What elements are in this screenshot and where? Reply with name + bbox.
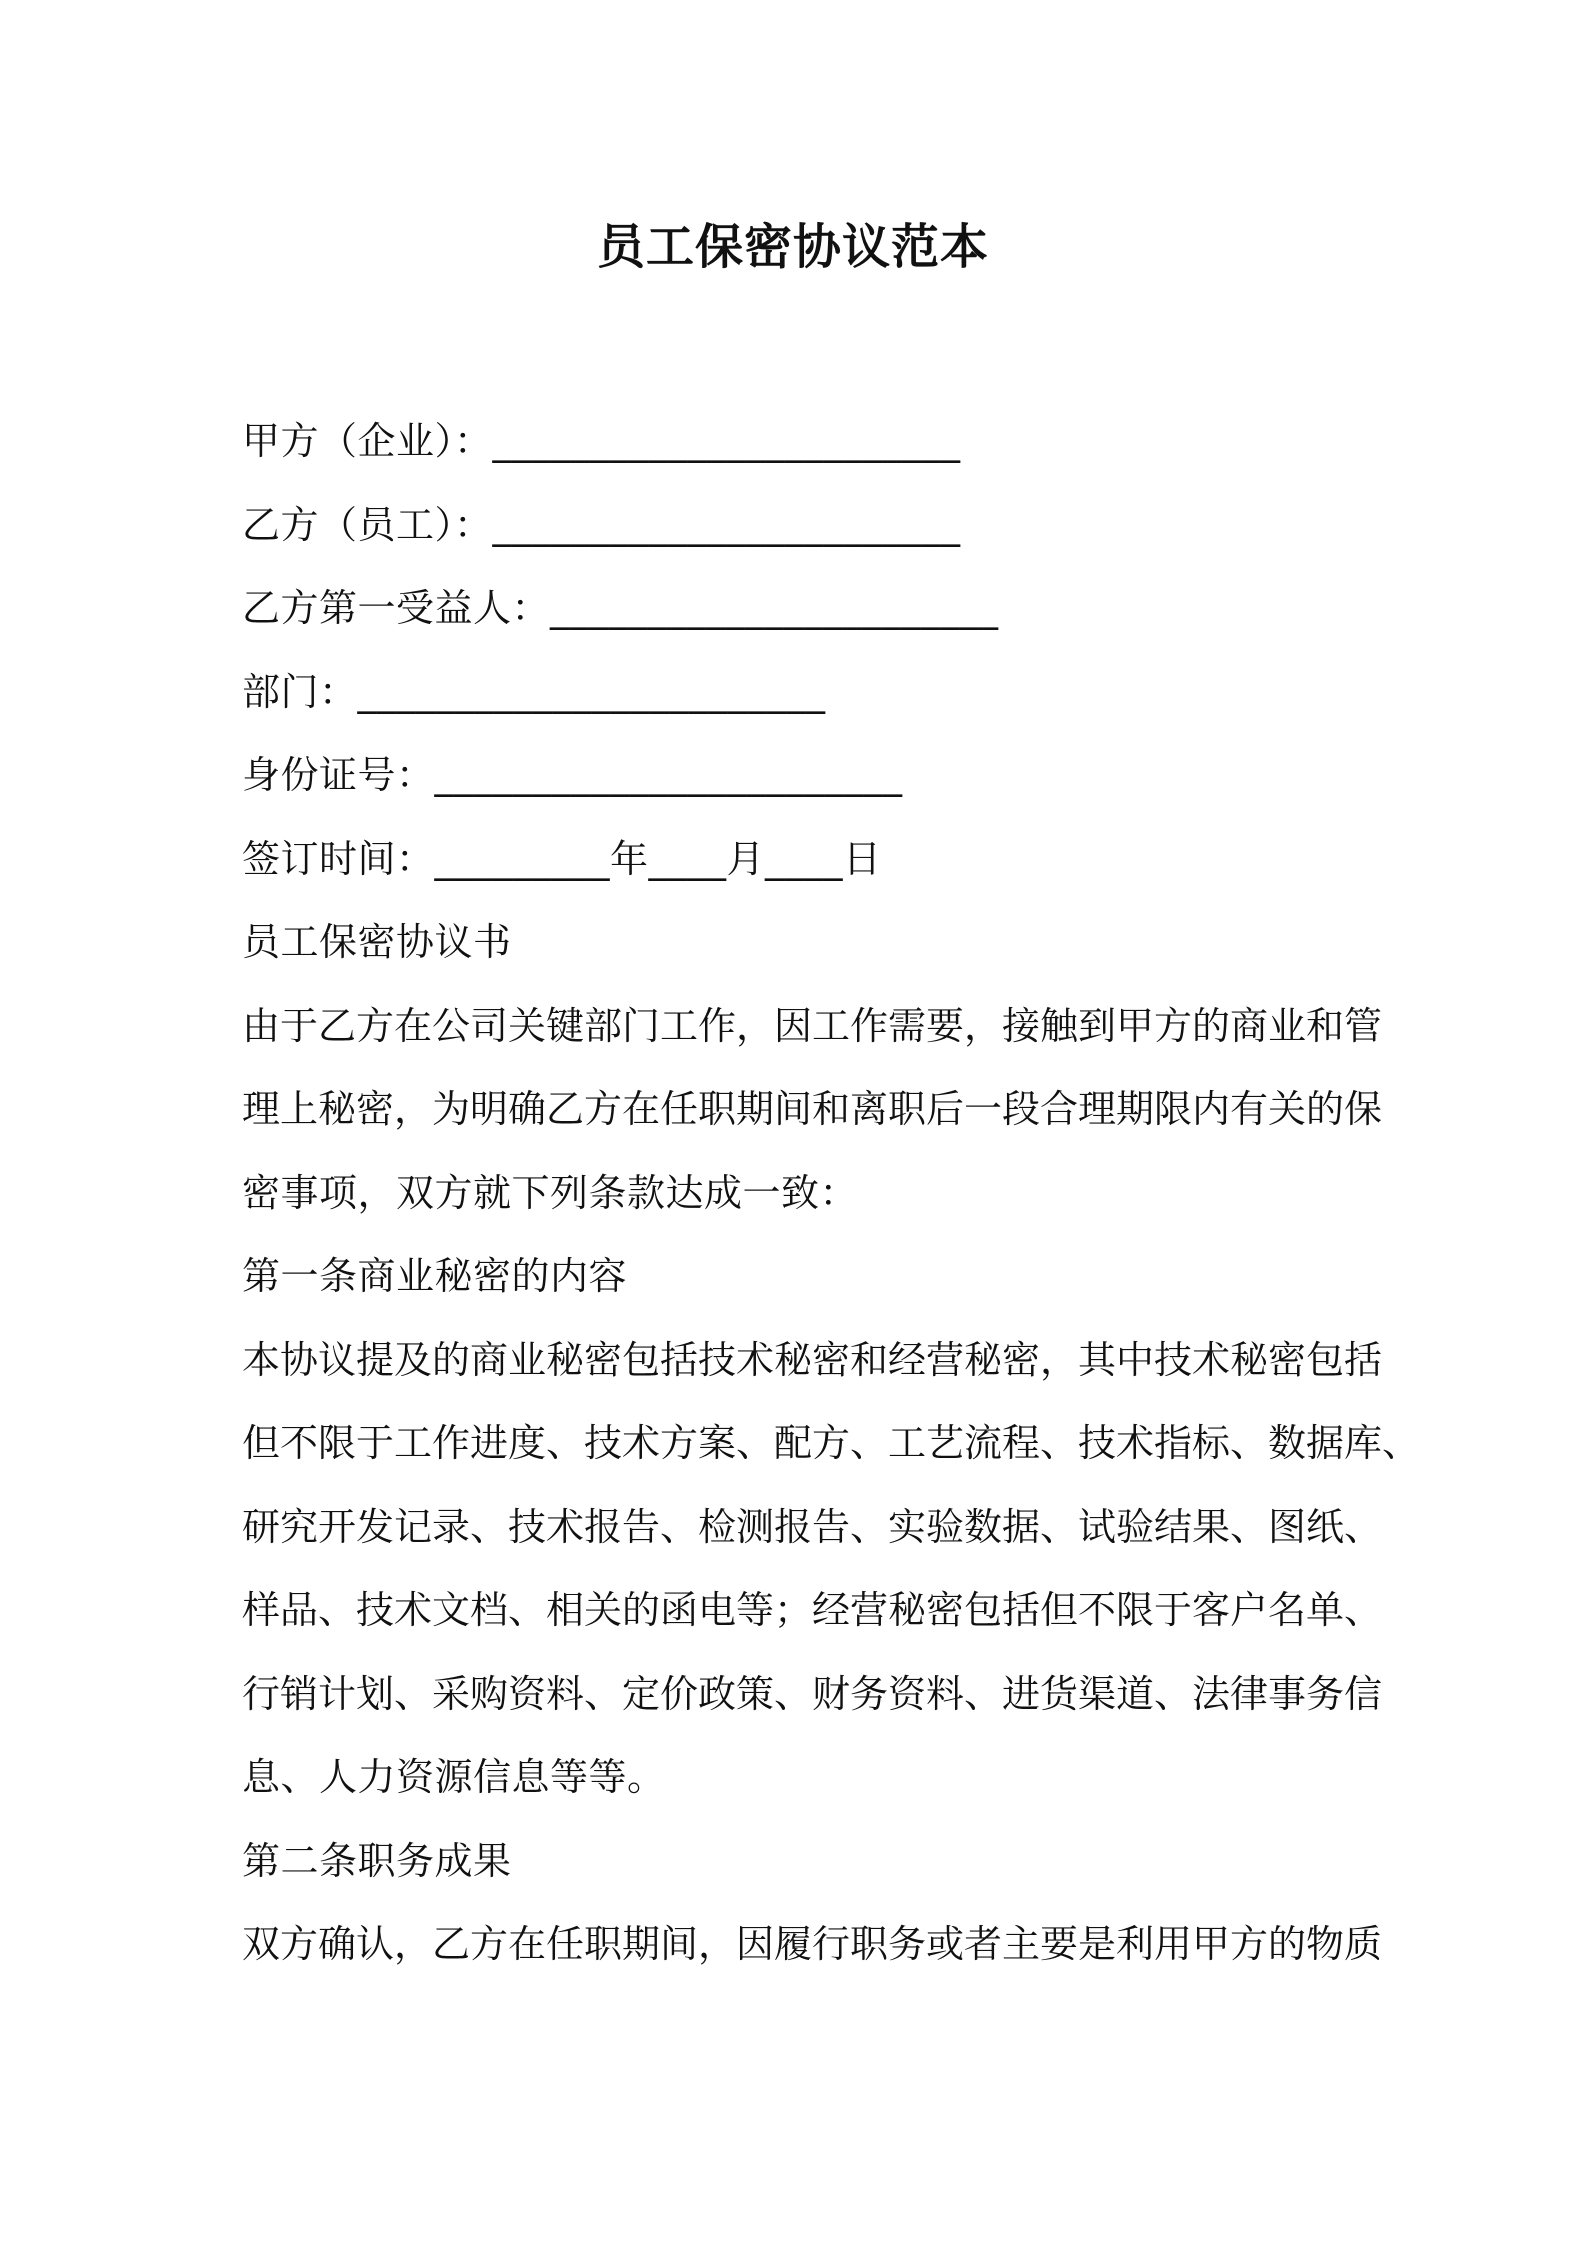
article-1-title: 第一条商业秘密的内容 bbox=[242, 1254, 628, 1298]
intro-line: 理上秘密，为明确乙方在任职期间和离职后一段合理期限内有关的保 bbox=[242, 1087, 1383, 1131]
document-title: 员工保密协议范本 bbox=[596, 219, 989, 275]
article-1-line: 息、人力资源信息等等。 bbox=[242, 1755, 666, 1799]
field-department: 部门：________________________ bbox=[242, 670, 826, 714]
article-1-line: 行销计划、采购资料、定价政策、财务资料、进货渠道、法律事务信 bbox=[242, 1672, 1383, 1716]
article-2-title: 第二条职务成果 bbox=[242, 1839, 512, 1883]
article-1-line: 研究开发记录、技术报告、检测报告、实验数据、试验结果、图纸、 bbox=[242, 1505, 1383, 1549]
article-1-line: 本协议提及的商业秘密包括技术秘密和经营秘密，其中技术秘密包括 bbox=[242, 1338, 1383, 1382]
field-id-number: 身份证号：________________________ bbox=[242, 753, 903, 797]
intro-line: 由于乙方在公司关键部门工作，因工作需要，接触到甲方的商业和管 bbox=[242, 1004, 1383, 1048]
field-party-b: 乙方（员工）：________________________ bbox=[242, 503, 961, 547]
section-heading: 员工保密协议书 bbox=[242, 920, 512, 964]
article-2-line: 双方确认，乙方在任职期间，因履行职务或者主要是利用甲方的物质 bbox=[242, 1922, 1383, 1966]
field-sign-date: 签订时间：_________年____月____日 bbox=[242, 837, 882, 881]
field-party-a: 甲方（企业）：________________________ bbox=[242, 419, 961, 463]
field-beneficiary: 乙方第一受益人：_______________________ bbox=[242, 586, 999, 630]
article-1-line: 但不限于工作进度、技术方案、配方、工艺流程、技术指标、数据库、 bbox=[242, 1421, 1421, 1465]
article-1-line: 样品、技术文档、相关的函电等；经营秘密包括但不限于客户名单、 bbox=[242, 1588, 1383, 1632]
intro-line: 密事项，双方就下列条款达成一致： bbox=[242, 1171, 859, 1215]
